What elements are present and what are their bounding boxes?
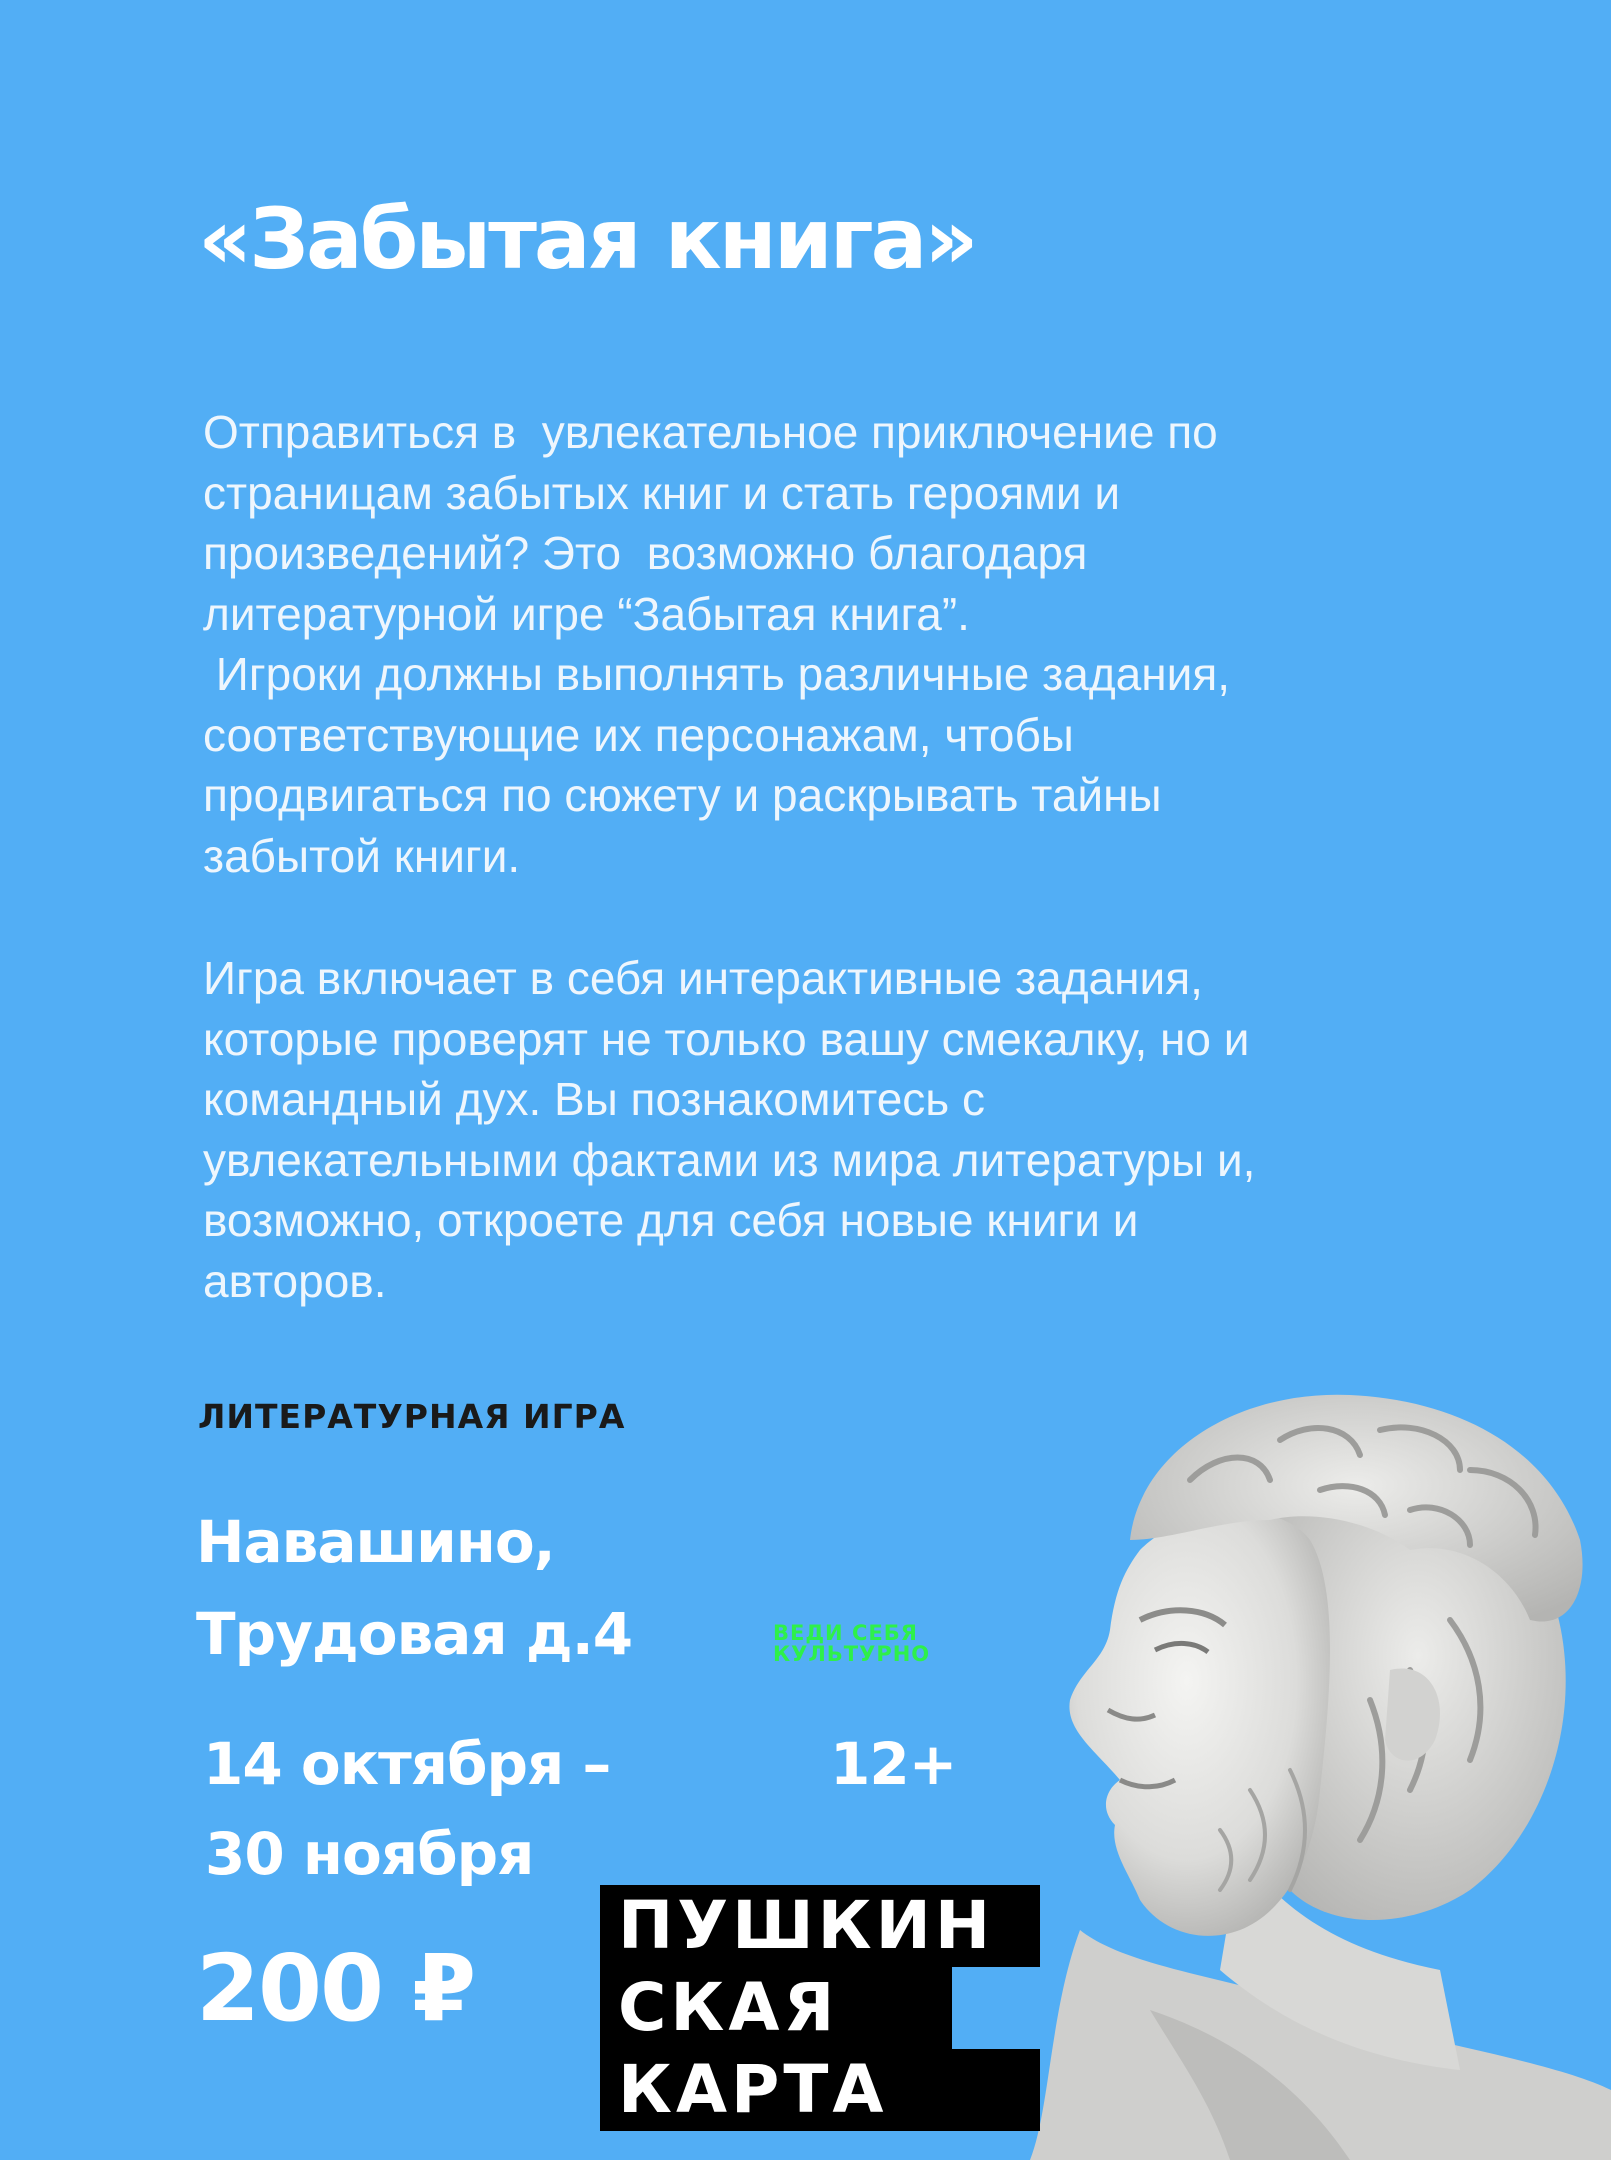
description-paragraph-1 [203, 402, 1503, 886]
poster-title: «Забытая книга» [198, 190, 976, 288]
event-location-line2: Трудовая д.4 [196, 1600, 633, 1668]
text-line: увлекательными фактами из мира литературы и, [203, 1133, 1256, 1186]
pushkin-card-logo [600, 1885, 1040, 2160]
text-line: соответствующие их персонажам, чтобы [203, 708, 1074, 761]
slogan-line: КУЛЬТУРНО [773, 1642, 931, 1666]
text-line: страницам забытых книг и стать героями и [203, 466, 1121, 519]
age-rating: 12+ [830, 1730, 957, 1798]
logo-line: ПУШКИН [600, 1885, 1040, 1967]
logo-line: КАРТА [600, 2049, 1040, 2131]
text-line: Игра включает в себя интерактивные задания, [203, 952, 1203, 1004]
text-line: которые проверят не только вашу смекалку, но и [203, 1012, 1250, 1065]
description-paragraph-2 [203, 948, 1503, 1311]
text-line: произведений? Это возможно благодаря [203, 527, 1088, 579]
pushkin-bust-image [990, 1370, 1611, 2160]
event-date-start: 14 октября – [203, 1730, 611, 1798]
text-line: литературной игре “Забытая книга”. [203, 587, 970, 640]
text-line: Отправиться в увлекательное приключение по [203, 406, 1218, 458]
text-line: продвигаться по сюжету и раскрывать тайны [203, 769, 1162, 821]
logo-line: СКАЯ [600, 1967, 952, 2049]
event-date-end: 30 ноября [205, 1820, 534, 1888]
text-line: забытой книги. [203, 829, 521, 882]
slogan-line: ВЕДИ СЕБЯ [773, 1621, 918, 1645]
text-line: авторов. [203, 1254, 387, 1307]
event-location-line1: Навашино, [196, 1508, 555, 1576]
ticket-price: 200 ₽ [196, 1935, 475, 2042]
text-line: командный дух. Вы познакомитесь с [203, 1073, 986, 1125]
slogan-badge [773, 1623, 930, 1665]
event-type-label: ЛИТЕРАТУРНАЯ ИГРА [198, 1397, 626, 1436]
text-line: Игроки должны выполнять различные задания, [203, 648, 1231, 700]
text-line: возможно, откроете для себя новые книги и [203, 1194, 1139, 1246]
